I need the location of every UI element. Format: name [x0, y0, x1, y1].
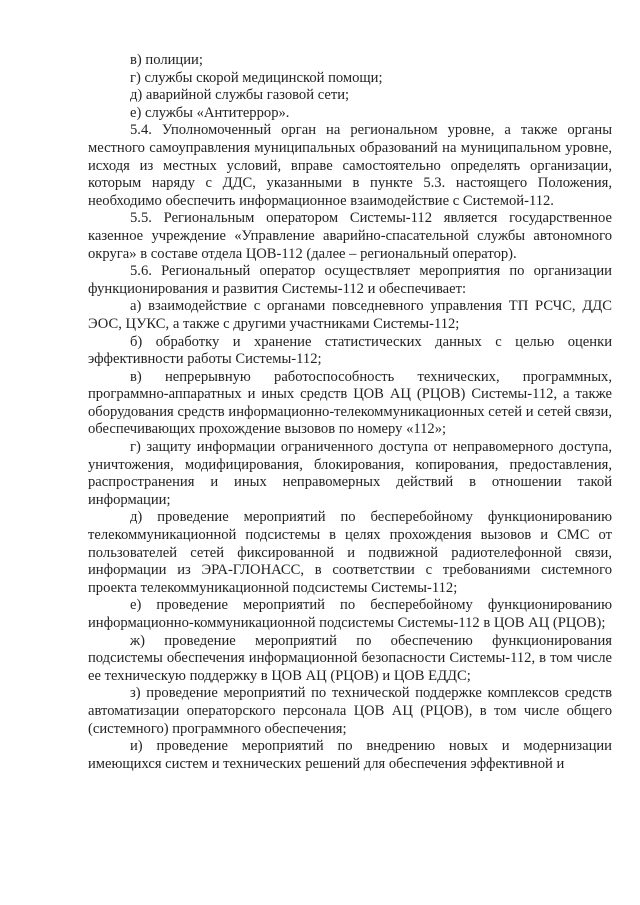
- sub-item-v: в) непрерывную работоспособность технических, программных, программно-аппаратных и иных средств ЦОВ АЦ (РЦОВ) Системы-112, а также оборудования средств информационно-телекоммуникационных сетей и сетей связи, обеспечивающих прохождение вызовов по номеру «112»;: [88, 368, 612, 438]
- paragraph-5-4: 5.4. Уполномоченный орган на региональном уровне, а также органы местного самоуправления муниципальных образований на муниципальном уровне, исходя из местных условий, вправе самостоятельно определять организации, которым наряду с ДДС, указанными в пункте 5.3. настоящего Положения, необходимо обеспечить информационное взаимодействие с Системой-112.: [88, 122, 612, 209]
- sub-item-e: е) проведение мероприятий по бесперебойному функционированию информационно-коммуникационной подсистемы Системы-112 в ЦОВ АЦ (РЦОВ);: [88, 597, 612, 631]
- document-body: [88, 52, 612, 773]
- sub-item-b: б) обработку и хранение статистических данных с целью оценки эффективности работы Системы-112;: [88, 333, 612, 368]
- sub-item-a: а) взаимодействие с органами повседневного управления ТП РСЧС, ДДС ЭОС, ЦУКС, а также с другими участниками Системы-112;: [88, 298, 612, 332]
- sub-item-g: г) защиту информации ограниченного доступа от неправомерного доступа, уничтожения, модифицирования, блокирования, копирования, предоставления, распространения и иных неправомерных действий в отношении такой информации;: [88, 439, 612, 508]
- sub-item-z: з) проведение мероприятий по технической поддержке комплексов средств автоматизации операторского персонала ЦОВ АЦ (РЦОВ), в том числе общего (системного) программного обеспечения;: [88, 685, 612, 737]
- paragraph-5-5: 5.5. Региональным оператором Системы-112 является государственное казенное учреждение «Управление аварийно-спасательной службы автономного округа» в составе отдела ЦОВ-112 (далее – региональный оператор).: [88, 210, 612, 262]
- paragraph-5-6: 5.6. Региональный оператор осуществляет мероприятия по организации функционирования и развития Системы-112 и обеспечивает:: [88, 263, 612, 297]
- list-item: д) аварийной службы газовой сети;: [130, 87, 350, 104]
- list-item: в) полиции;: [130, 52, 203, 68]
- list-item: г) службы скорой медицинской помощи;: [130, 69, 383, 86]
- sub-item-d: д) проведение мероприятий по бесперебойному функционированию телекоммуникационной подсистемы в целях прохождения вызовов и СМС от пользователей сетей фиксированной и подвижной радиотелефонной связи, информации из ЭРА-ГЛОНАСС, в соответствии с требованиями системного проекта телекоммуникационной подсистемы Системы-112;: [88, 509, 612, 596]
- sub-item-i: и) проведение мероприятий по внедрению новых и модернизации имеющихся систем и технических решений для обеспечения эффективной и: [88, 738, 612, 772]
- list-item: е) службы «Антитеррор».: [130, 104, 290, 121]
- sub-item-zh: ж) проведение мероприятий по обеспечению функционирования подсистемы обеспечения информационной безопасности Системы-112, в том числе ее техническую поддержку в ЦОВ АЦ (РЦОВ) и ЦОВ ЕДДС;: [88, 632, 612, 684]
